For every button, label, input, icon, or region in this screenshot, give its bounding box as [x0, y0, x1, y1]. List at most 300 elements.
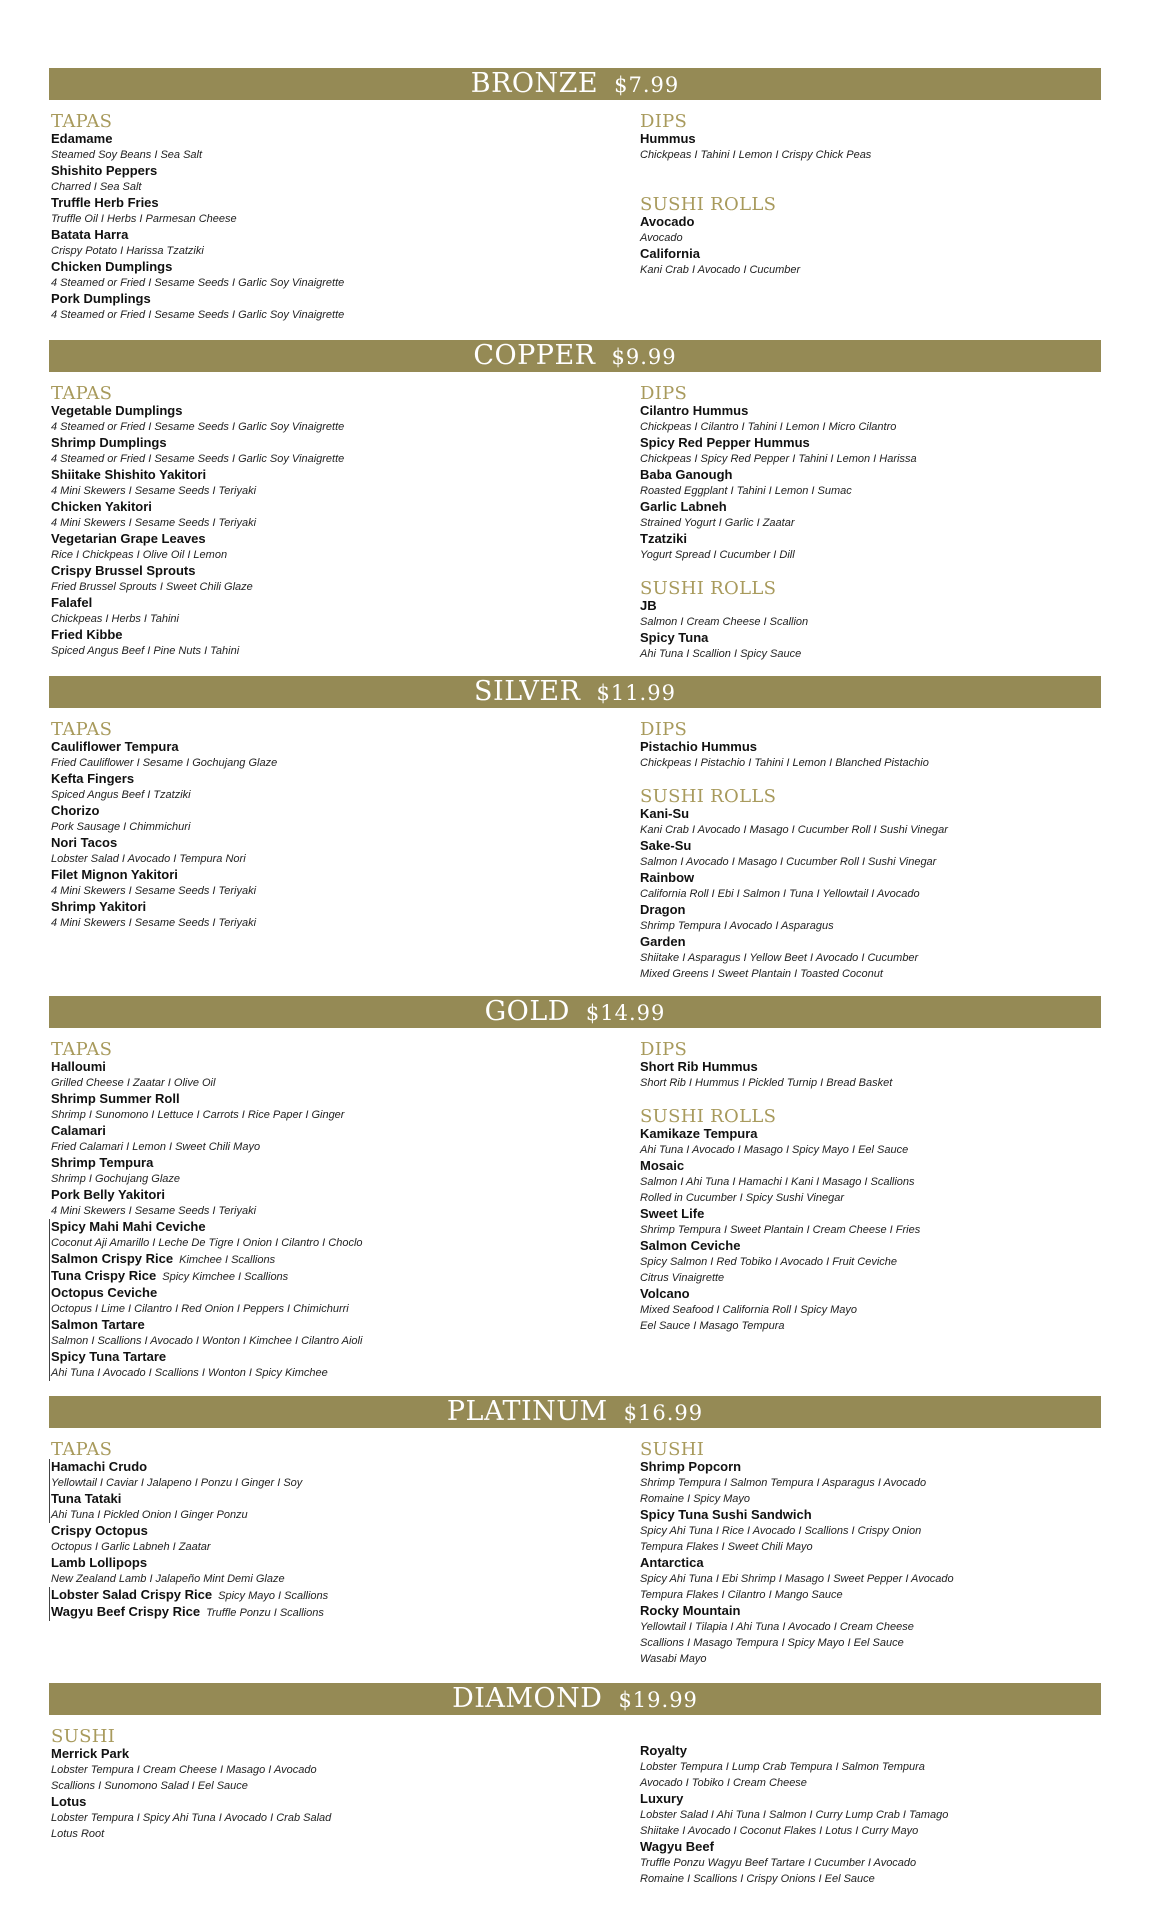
item-description: 4 Mini Skewers I Sesame Seeds I Teriyaki [51, 885, 257, 897]
menu-item [640, 1603, 954, 1667]
item-name-text: Tuna Crispy Rice [51, 1268, 157, 1283]
item-description: Strained Yogurt I Garlic I Zaatar [640, 517, 795, 529]
item-description: Ahi Tuna I Scallion I Spicy Sauce [640, 648, 802, 660]
item-description: Salmon I Cream Cheese I Scallion [640, 616, 809, 628]
item-description: California Roll I Ebi I Salmon I Tuna I Yellowtail I Avocado [640, 888, 920, 900]
section-heading: TAPAS [51, 719, 113, 740]
menu-item [51, 739, 277, 771]
menu-item [51, 1555, 328, 1587]
item-name-text: Crispy Brussel Sprouts [51, 563, 196, 578]
tier-price: $9.99 [611, 345, 677, 369]
item-description: Shrimp I Sunomono I Lettuce I Carrots I Rice Paper I Ginger [51, 1109, 345, 1121]
item-name-text: Pork Belly Yakitori [51, 1187, 165, 1202]
item-name [51, 1349, 363, 1365]
item-name [51, 227, 344, 243]
item-name-text: Spicy Tuna Sushi Sandwich [640, 1507, 812, 1522]
item-name-text: Truffle Herb Fries [51, 195, 159, 210]
item-description: 4 Mini Skewers I Sesame Seeds I Teriyaki [51, 1205, 257, 1217]
item-description: Tempura Flakes I Cilantro I Mango Sauce [640, 1589, 843, 1601]
item-description: Scallions I Masago Tempura I Spicy Mayo I Eel Sauce [640, 1637, 904, 1649]
tier-banner-gold [49, 996, 1101, 1028]
menu-item [51, 131, 344, 163]
item-description: Roasted Eggplant I Tahini I Lemon I Sumac [640, 485, 852, 497]
item-name [640, 1126, 920, 1142]
item-name [51, 1187, 363, 1203]
item-name [51, 867, 277, 883]
section-heading: DIPS [640, 1039, 688, 1060]
item-description: Rolled in Cucumber I Spicy Sushi Vinegar [640, 1192, 845, 1204]
item-name-text: Chicken Dumplings [51, 259, 173, 274]
menu-column-left [51, 720, 277, 931]
tier-banner-copper [49, 340, 1101, 372]
item-description: Spiced Angus Beef I Pine Nuts I Tahini [51, 645, 240, 657]
item-description: Scallions I Sunomono Salad I Eel Sauce [51, 1780, 248, 1792]
item-name-text: Chorizo [51, 803, 100, 818]
item-description: Lobster Salad I Avocado I Tempura Nori [51, 853, 246, 865]
item-description: Mixed Greens I Sweet Plantain I Toasted Coconut [640, 968, 883, 980]
tier-price: $7.99 [614, 73, 680, 97]
item-name [640, 131, 871, 147]
menu-item [51, 259, 344, 291]
item-description: Yogurt Spread I Cucumber I Dill [640, 549, 795, 561]
menu-column-left [51, 1440, 328, 1621]
item-name [51, 1155, 363, 1171]
item-name-text: Chicken Yakitori [51, 499, 152, 514]
menu-item [51, 195, 344, 227]
menu-item [51, 1746, 331, 1794]
item-description: Shrimp I Gochujang Glaze [51, 1173, 181, 1185]
item-description: Truffle Ponzu Wagyu Beef Tartare I Cucumber I Avocado [640, 1857, 917, 1869]
menu-item [640, 1507, 954, 1555]
item-name-text: Kamikaze Tempura [640, 1126, 758, 1141]
item-description: Kani Crab I Avocado I Masago I Cucumber Roll I Sushi Vinegar [640, 824, 948, 836]
item-name [640, 1603, 954, 1619]
tier-price: $19.99 [618, 1688, 698, 1712]
menu-item [51, 1091, 363, 1123]
menu-column-right [640, 1727, 948, 1887]
item-name-text: Nori Tacos [51, 835, 118, 850]
item-description: 4 Steamed or Fried I Sesame Seeds I Garlic Soy Vinaigrette [51, 309, 345, 321]
item-description: Chickpeas I Tahini I Lemon I Crispy Chick Peas [640, 149, 872, 161]
menu-item [51, 899, 277, 931]
item-name [640, 1555, 954, 1571]
item-description: 4 Steamed or Fried I Sesame Seeds I Garlic Soy Vinaigrette [51, 421, 345, 433]
item-name [640, 1206, 920, 1222]
menu-item [51, 867, 277, 899]
item-name [640, 1238, 920, 1254]
item-name [640, 934, 948, 950]
menu-item [640, 902, 948, 934]
menu-item [640, 806, 948, 838]
menu-column-right [640, 384, 917, 662]
item-description: Octopus I Garlic Labneh I Zaatar [51, 1541, 211, 1553]
menu-item [640, 838, 948, 870]
menu-item [640, 435, 917, 467]
item-name-text: Crispy Octopus [51, 1523, 148, 1538]
menu-item [640, 467, 917, 499]
item-name-text: Merrick Park [51, 1746, 130, 1761]
tier-banner-platinum [49, 1396, 1101, 1428]
item-description: Ahi Tuna I Avocado I Masago I Spicy Mayo I Eel Sauce [640, 1144, 909, 1156]
item-name-text: Wagyu Beef [640, 1839, 714, 1854]
section-heading: SUSHI ROLLS [640, 786, 777, 807]
item-name [640, 870, 948, 886]
item-name [51, 435, 344, 451]
tier-name: SILVER [474, 676, 581, 707]
item-name [640, 630, 917, 646]
item-name [640, 838, 948, 854]
item-name-text: Spicy Mahi Mahi Ceviche [51, 1219, 206, 1234]
item-description: Salmon I Ahi Tuna I Hamachi I Kani I Masago I Scallions [640, 1176, 915, 1188]
item-description: Yellowtail I Caviar I Jalapeno I Ponzu I Ginger I Soy [51, 1477, 303, 1489]
item-name [51, 467, 344, 483]
tier-banner-silver [49, 676, 1101, 708]
item-name [640, 739, 948, 755]
section-heading: SUSHI ROLLS [640, 194, 777, 215]
item-name-text: Lobster Salad Crispy Rice [51, 1587, 213, 1602]
item-name [51, 899, 277, 915]
item-description: Avocado I Tobiko I Cream Cheese [640, 1777, 807, 1789]
menu-item [640, 739, 948, 771]
item-name-text: California [640, 246, 700, 261]
item-name-text: Tzatziki [640, 531, 687, 546]
menu-item [640, 531, 917, 563]
item-name [640, 1839, 948, 1855]
item-name [51, 403, 344, 419]
menu-item [51, 595, 344, 627]
menu-item [640, 1791, 948, 1839]
section-heading: DIPS [640, 111, 688, 132]
item-description: Fried Calamari I Lemon I Sweet Chili Mayo [51, 1141, 261, 1153]
item-name [640, 435, 917, 451]
item-name-text: Shrimp Popcorn [640, 1459, 742, 1474]
menu-item [51, 1523, 328, 1555]
item-name-text: Shrimp Tempura [51, 1155, 154, 1170]
item-description: Short Rib I Hummus I Pickled Turnip I Bread Basket [640, 1077, 893, 1089]
item-description: Octopus I Lime I Cilantro I Red Onion I Peppers I Chimichurri [51, 1303, 349, 1315]
item-name [640, 499, 917, 515]
section-heading: DIPS [640, 719, 688, 740]
item-name [51, 1587, 328, 1604]
menu-item [640, 598, 917, 630]
item-description: 4 Mini Skewers I Sesame Seeds I Teriyaki [51, 485, 257, 497]
item-description: Spicy Salmon I Red Tobiko I Avocado I Fruit Ceviche [640, 1256, 897, 1268]
menu-item [640, 499, 917, 531]
item-name-text: Spicy Red Pepper Hummus [640, 435, 810, 450]
item-name [640, 902, 948, 918]
menu-item [49, 1349, 363, 1381]
menu-item [640, 1555, 954, 1603]
item-description: Truffle Oil I Herbs I Parmesan Cheese [51, 213, 237, 225]
item-name-text: Short Rib Hummus [640, 1059, 758, 1074]
item-name-text: Kani-Su [640, 806, 690, 821]
item-name-text: Rocky Mountain [640, 1603, 741, 1618]
item-description: Shiitake I Avocado I Coconut Flakes I Lotus I Curry Mayo [640, 1825, 919, 1837]
menu-item [640, 870, 948, 902]
menu-item [51, 531, 344, 563]
item-name-text: Antarctica [640, 1555, 704, 1570]
item-name [51, 1059, 363, 1075]
item-name [51, 595, 344, 611]
menu-item [51, 435, 344, 467]
item-name-text: Spicy Tuna [640, 630, 709, 645]
tier-banner-diamond [49, 1683, 1101, 1715]
menu-item [49, 1587, 328, 1604]
item-name [51, 1219, 363, 1235]
item-name [51, 259, 344, 275]
menu-item [49, 1251, 363, 1268]
item-name-text: Lamb Lollipops [51, 1555, 148, 1570]
item-description: Kimchee I Scallions [179, 1254, 276, 1266]
item-name-text: Calamari [51, 1123, 106, 1138]
item-description: Rice I Chickpeas I Olive Oil I Lemon [51, 549, 228, 561]
item-description: Shiitake I Asparagus I Yellow Beet I Avocado I Cucumber [640, 952, 919, 964]
section-heading: SUSHI ROLLS [640, 1106, 777, 1127]
item-description: Eel Sauce I Masago Tempura [640, 1320, 785, 1332]
item-description: Spicy Ahi Tuna I Ebi Shrimp I Masago I Sweet Pepper I Avocado [640, 1573, 954, 1585]
menu-column-right [640, 112, 871, 278]
menu-item [640, 1238, 920, 1286]
item-name [640, 1158, 920, 1174]
item-name [51, 1491, 328, 1507]
item-name [640, 246, 871, 262]
spacer [640, 1091, 920, 1107]
tier-price: $16.99 [623, 1401, 704, 1425]
item-description: Chickpeas I Pistachio I Tahini I Lemon I Blanched Pistachio [640, 757, 929, 769]
menu-item [49, 1268, 363, 1285]
spacer [640, 163, 871, 179]
menu-item [51, 835, 277, 867]
item-name [51, 739, 277, 755]
item-name-text: JB [640, 598, 657, 613]
item-name [640, 1743, 948, 1759]
menu-item [49, 1491, 328, 1523]
item-description: Truffle Ponzu I Scallions [206, 1607, 324, 1619]
menu-item [640, 1059, 920, 1091]
item-name-text: Mosaic [640, 1158, 685, 1173]
item-description: Coconut Aji Amarillo I Leche De Tigre I Onion I Cilantro I Choclo [51, 1237, 363, 1249]
menu-item [49, 1285, 363, 1317]
item-description: Kani Crab I Avocado I Cucumber [640, 264, 801, 276]
item-name-text: Sake-Su [640, 838, 692, 853]
item-name [51, 1794, 331, 1810]
item-name-text: Pistachio Hummus [640, 739, 758, 754]
menu-item [51, 771, 277, 803]
tier-name: COPPER [473, 340, 596, 371]
item-description: 4 Steamed or Fried I Sesame Seeds I Garlic Soy Vinaigrette [51, 277, 345, 289]
spacer [640, 563, 917, 579]
item-name [640, 1791, 948, 1807]
item-name [640, 214, 871, 230]
item-description: Romaine I Spicy Mayo [640, 1493, 751, 1505]
item-name-text: Cauliflower Tempura [51, 739, 179, 754]
item-name-text: Tuna Tataki [51, 1491, 122, 1506]
item-name-text: Filet Mignon Yakitori [51, 867, 178, 882]
menu-item [640, 1286, 920, 1334]
menu-item [49, 1317, 363, 1349]
item-name-text: Sweet Life [640, 1206, 705, 1221]
item-description: Crispy Potato I Harissa Tzatziki [51, 245, 204, 257]
item-name-text: Shishito Peppers [51, 163, 158, 178]
item-name [640, 403, 917, 419]
item-name [51, 627, 344, 643]
menu-column-left [51, 384, 344, 659]
item-name-text: Octopus Ceviche [51, 1285, 158, 1300]
menu-column-left [51, 112, 344, 323]
item-name [640, 467, 917, 483]
item-description: Shrimp Tempura I Salmon Tempura I Asparagus I Avocado [640, 1477, 927, 1489]
item-name-text: Rainbow [640, 870, 695, 885]
item-name-text: Edamame [51, 131, 113, 146]
item-name-text: Hummus [640, 131, 696, 146]
menu-item [640, 1839, 948, 1887]
item-name-text: Kefta Fingers [51, 771, 135, 786]
item-description: Lobster Tempura I Lump Crab Tempura I Salmon Tempura [640, 1761, 925, 1773]
section-heading: SUSHI ROLLS [640, 578, 777, 599]
menu-item [51, 1155, 363, 1187]
item-name-text: Avocado [640, 214, 695, 229]
item-name [640, 1059, 920, 1075]
item-description: Mixed Seafood I California Roll I Spicy Mayo [640, 1304, 858, 1316]
item-name-text: Wagyu Beef Crispy Rice [51, 1604, 201, 1619]
menu-column-right [640, 720, 948, 982]
item-name [51, 1523, 328, 1539]
item-name [51, 1555, 328, 1571]
item-name-text: Vegetable Dumplings [51, 403, 183, 418]
item-name-text: Batata Harra [51, 227, 129, 242]
item-description: Lotus Root [51, 1828, 105, 1840]
section-heading: SUSHI [51, 1726, 116, 1747]
item-description: 4 Steamed or Fried I Sesame Seeds I Garlic Soy Vinaigrette [51, 453, 345, 465]
item-name-text: Garlic Labneh [640, 499, 727, 514]
menu-item [51, 627, 344, 659]
item-name [51, 499, 344, 515]
item-name [51, 131, 344, 147]
section-heading: TAPAS [51, 1039, 113, 1060]
item-description: Wasabi Mayo [640, 1653, 707, 1665]
item-name-text: Salmon Crispy Rice [51, 1251, 174, 1266]
item-name [51, 195, 344, 211]
menu-item [640, 1206, 920, 1238]
menu-item [51, 1187, 363, 1219]
item-name-text: Volcano [640, 1286, 690, 1301]
item-name [51, 1091, 363, 1107]
item-name-text: Lotus [51, 1794, 87, 1809]
item-name [51, 771, 277, 787]
item-name [51, 1285, 363, 1301]
item-description: Ahi Tuna I Pickled Onion I Ginger Ponzu [51, 1509, 248, 1521]
item-name [51, 1268, 363, 1285]
item-description: Chickpeas I Spicy Red Pepper I Tahini I Lemon I Harissa [640, 453, 917, 465]
menu-column-left [51, 1727, 331, 1842]
menu-item [51, 1123, 363, 1155]
menu-item [640, 1158, 920, 1206]
item-name [51, 1604, 328, 1621]
item-description: Lobster Tempura I Cream Cheese I Masago I Avocado [51, 1764, 317, 1776]
item-name-text: Salmon Tartare [51, 1317, 145, 1332]
item-name-text: Shiitake Shishito Yakitori [51, 467, 207, 482]
item-name-text: Vegetarian Grape Leaves [51, 531, 206, 546]
item-description: Romaine I Scallions I Crispy Onions I Eel Sauce [640, 1873, 875, 1885]
item-name [640, 1507, 954, 1523]
menu-item [51, 227, 344, 259]
item-description: Spicy Mayo I Scallions [218, 1590, 329, 1602]
menu-item [51, 467, 344, 499]
item-name-text: Halloumi [51, 1059, 106, 1074]
menu-column-left [51, 1040, 363, 1381]
tier-name: GOLD [484, 996, 570, 1027]
item-name-text: Pork Dumplings [51, 291, 151, 306]
item-name-text: Falafel [51, 595, 93, 610]
section-heading: TAPAS [51, 383, 113, 404]
item-description: Shrimp Tempura I Avocado I Asparagus [640, 920, 834, 932]
item-description: Chickpeas I Herbs I Tahini [51, 613, 179, 625]
item-name [640, 1459, 954, 1475]
item-name [640, 598, 917, 614]
item-description: Fried Cauliflower I Sesame I Gochujang Glaze [51, 757, 278, 769]
item-name-text: Shrimp Dumplings [51, 435, 167, 450]
tier-name: DIAMOND [452, 1683, 603, 1714]
menu-item [640, 1459, 954, 1507]
menu-item [640, 934, 948, 982]
item-name [51, 835, 277, 851]
item-description: Spicy Ahi Tuna I Rice I Avocado I Scallions I Crispy Onion [640, 1525, 922, 1537]
item-description: Lobster Tempura I Spicy Ahi Tuna I Avocado I Crab Salad [51, 1812, 332, 1824]
menu-item [640, 246, 871, 278]
menu-item [51, 499, 344, 531]
tier-price: $14.99 [585, 1001, 666, 1025]
section-heading: TAPAS [51, 1439, 113, 1460]
item-name-text: Luxury [640, 1791, 684, 1806]
item-name-text: Spicy Tuna Tartare [51, 1349, 167, 1364]
item-description: Grilled Cheese I Zaatar I Olive Oil [51, 1077, 216, 1089]
spacer [640, 179, 871, 195]
item-name-text: Baba Ganough [640, 467, 733, 482]
item-name [51, 291, 344, 307]
item-name [640, 806, 948, 822]
tier-name: PLATINUM [446, 1396, 608, 1427]
item-description: Tempura Flakes I Sweet Chili Mayo [640, 1541, 813, 1553]
menu-item [640, 131, 871, 163]
item-description: Chickpeas I Cilantro I Tahini I Lemon I Micro Cilantro [640, 421, 897, 433]
item-name [51, 563, 344, 579]
item-description: Charred I Sea Salt [51, 181, 142, 193]
menu-item [640, 1126, 920, 1158]
menu-column-right [640, 1040, 920, 1334]
item-description: New Zealand Lamb I Jalapeño Mint Demi Glaze [51, 1573, 285, 1585]
menu-item [51, 1794, 331, 1842]
menu-item [51, 403, 344, 435]
item-name [51, 163, 344, 179]
item-description: Spicy Kimchee I Scallions [162, 1271, 289, 1283]
menu-item [640, 403, 917, 435]
spacer [640, 1727, 948, 1743]
menu-item [49, 1219, 363, 1251]
spacer [640, 771, 948, 787]
menu-item [640, 630, 917, 662]
item-name-text: Garden [640, 934, 686, 949]
item-name-text: Royalty [640, 1743, 687, 1758]
item-name-text: Shrimp Yakitori [51, 899, 147, 914]
menu-item [640, 1743, 948, 1791]
menu-item [51, 563, 344, 595]
item-name [51, 1746, 331, 1762]
item-name-text: Cilantro Hummus [640, 403, 749, 418]
menu-item [51, 163, 344, 195]
item-name-text: Salmon Ceviche [640, 1238, 741, 1253]
item-description: Avocado [640, 232, 683, 244]
item-description: Citrus Vinaigrette [640, 1272, 725, 1284]
